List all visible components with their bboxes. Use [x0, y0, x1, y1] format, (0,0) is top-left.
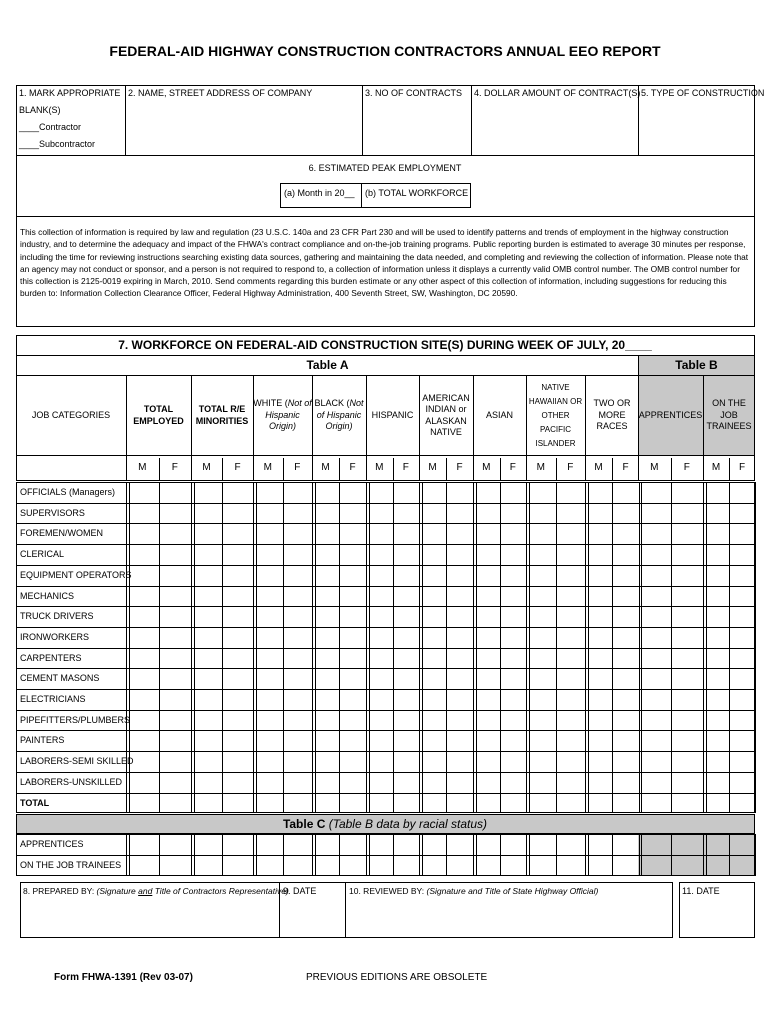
privacy-notice: This collection of information is required by law and regulation (23 U.S.C. 140a and 23 CFR Part 230 and will be used to identify patterns and trends of employment in the highway construction industry, and to determine the adequacy and impact of the FHWA's contract compliance and on-the-job training programs. Public reporting burden is estimated to average 30 minutes per response, including the time for reviewing instructions searching existing data sources, gathering and maintaining the data needed, and completing and reviewing the collection of information. Please note that an agency may not conduct or sponsor, and a person is not required to respond to, a collection of information unless it displays a currently valid OMB control number. The OMB control number for this collection is 2125-0019 expiring in March, 2010. Send comments regarding this burden estimate or any other aspect of this collection of information, including suggestions for reducing this burden to: Information Collection Clearance Officer, Federal Highway Administration, 400 Seventh Street, SW, Washington, DC 20590. — [20, 227, 749, 299]
form-number: Form FHWA-1391 (Rev 03-07) — [54, 972, 193, 983]
cell-divider — [755, 482, 756, 813]
col-appr-label: APPRENTICES — [638, 409, 703, 420]
row-divider — [16, 627, 755, 628]
col-nat-label: NATIVE HAWAIIAN OR OTHER PACIFIC ISLANDER — [528, 382, 583, 448]
form-title: FEDERAL-AID HIGHWAY CONSTRUCTION CONTRACTORS ANNUAL EEO REPORT — [109, 43, 661, 59]
m-label: M — [375, 462, 384, 473]
row-label: OFFICIALS (Managers) — [20, 487, 116, 497]
date-11-label: 11. DATE — [682, 886, 720, 896]
field-1-label-2: BLANK(S) — [19, 105, 61, 115]
row-divider — [16, 503, 755, 504]
row-divider — [16, 772, 755, 773]
no-of-contracts-label: 3. NO OF CONTRACTS — [365, 88, 463, 98]
row-label: PIPEFITTERS/PLUMBERS — [20, 714, 131, 725]
company-address-label: 2. NAME, STREET ADDRESS OF COMPANY — [128, 88, 313, 98]
f-label: F — [622, 462, 629, 473]
col-native-hawaiian — [526, 375, 585, 456]
row-divider — [16, 730, 755, 731]
row-label: ELECTRICIANS — [20, 694, 86, 704]
cell-divider — [755, 834, 756, 876]
col-job-label: JOB CATEGORIES — [31, 409, 111, 420]
field-1-label: 1. MARK APPROPRIATE — [19, 88, 121, 98]
f-label: F — [567, 462, 574, 473]
col-ojt-label: ON THE JOB TRAINEES — [706, 398, 752, 432]
type-of-construction-label: 5. TYPE OF CONSTRUCTION — [641, 88, 765, 98]
row-label: PAINTERS — [20, 735, 65, 746]
total-workforce-label: (b) TOTAL WORKFORCE — [365, 188, 469, 198]
table-c-title: Table C (Table B data by racial status) — [282, 817, 488, 831]
col-black — [312, 375, 366, 456]
col-black-label: BLACK (Not of Hispanic Origin) — [314, 398, 364, 432]
m-label: M — [138, 462, 147, 473]
col-american-indian — [419, 375, 473, 456]
table-b-title: Table B — [675, 358, 718, 372]
row-label: CARPENTERS — [20, 652, 82, 663]
row-label: TRUCK DRIVERS — [20, 611, 94, 622]
row-label: APPRENTICES — [20, 839, 84, 849]
row-label: TOTAL — [20, 797, 50, 808]
row-divider — [16, 586, 755, 587]
dollar-amount-label: 4. DOLLAR AMOUNT OF CONTRACT(S) — [474, 88, 641, 98]
peak-employment-label: 6. ESTIMATED PEAK EMPLOYMENT — [308, 163, 462, 173]
row-divider — [16, 751, 755, 752]
f-label: F — [738, 462, 746, 473]
row-divider — [16, 689, 755, 690]
f-label: F — [349, 462, 356, 473]
table-a-title: Table A — [306, 358, 349, 372]
col-two-or-more — [585, 375, 639, 456]
reviewed-by-label: 10. REVIEWED BY: (Signature and Title of State Highway Official) — [349, 886, 599, 896]
f-label: F — [402, 462, 409, 473]
f-label: F — [171, 462, 178, 473]
col-tre-label: TOTAL R/E MINORITIES — [195, 404, 249, 426]
row-divider — [16, 565, 755, 566]
row-divider — [16, 793, 755, 794]
row-divider — [16, 855, 755, 856]
f-label: F — [456, 462, 463, 473]
col-total-label: TOTAL EMPLOYED — [133, 404, 184, 426]
row-divider — [16, 648, 755, 649]
col-white — [253, 375, 312, 456]
row-label: FOREMEN/WOMEN — [20, 528, 103, 539]
m-label: M — [428, 462, 437, 473]
peak-month-label: (a) Month in 20__ — [284, 188, 355, 198]
m-label: M — [536, 462, 545, 473]
f-label: F — [509, 462, 516, 473]
col-total-minorities — [191, 375, 253, 456]
col-total-employed — [126, 375, 191, 456]
contractor-option[interactable]: ____Contractor — [19, 122, 82, 132]
row-label: LABORERS-UNSKILLED — [20, 776, 123, 787]
row-divider — [16, 606, 755, 607]
col-asian-label: ASIAN — [485, 409, 513, 420]
row-label: CEMENT MASONS — [20, 673, 100, 684]
m-label: M — [711, 462, 721, 473]
m-label: M — [482, 462, 491, 473]
col-asian — [473, 375, 526, 456]
col-apprentices — [638, 375, 703, 456]
col-ojt — [703, 375, 755, 456]
row-label: ON THE JOB TRAINEES — [20, 860, 122, 870]
col-two-label: TWO OR MORE RACES — [593, 398, 631, 432]
col-white-label: WHITE (Not of Hispanic Origin) — [253, 398, 312, 432]
section-7-title: 7. WORKFORCE ON FEDERAL-AID CONSTRUCTION SITE(S) DURING WEEK OF JULY, 20____ — [118, 338, 652, 352]
row-label: IRONWORKERS — [20, 631, 90, 642]
date-9-label: 9. DATE — [283, 886, 317, 896]
row-label: SUPERVISORS — [20, 507, 85, 518]
row-divider — [16, 710, 755, 711]
row-label: MECHANICS — [20, 590, 75, 601]
row-label: EQUIPMENT OPERATORS — [20, 569, 132, 580]
col-job-categories — [16, 375, 126, 456]
m-label: M — [594, 462, 603, 473]
f-label: F — [234, 462, 241, 473]
obsolete-notice: PREVIOUS EDITIONS ARE OBSOLETE — [306, 972, 488, 983]
row-divider — [16, 544, 755, 545]
m-label: M — [650, 462, 659, 473]
f-label: F — [294, 462, 301, 473]
row-divider — [16, 668, 755, 669]
col-amer-label: AMERICAN INDIAN or ALASKAN NATIVE — [422, 392, 470, 437]
subcontractor-option[interactable]: ____Subcontractor — [19, 139, 96, 149]
row-label: CLERICAL — [20, 549, 65, 560]
col-hispanic-label: HISPANIC — [371, 409, 414, 420]
row-divider — [16, 523, 755, 524]
col-hispanic — [366, 375, 419, 456]
m-label: M — [263, 462, 272, 473]
m-label: M — [321, 462, 330, 473]
prepared-by-label: 8. PREPARED BY: (Signature and Title of Contractors Representative) — [23, 886, 289, 896]
m-label: M — [202, 462, 211, 473]
f-label: F — [683, 462, 690, 473]
row-label: LABORERS-SEMI SKILLED — [20, 756, 134, 767]
